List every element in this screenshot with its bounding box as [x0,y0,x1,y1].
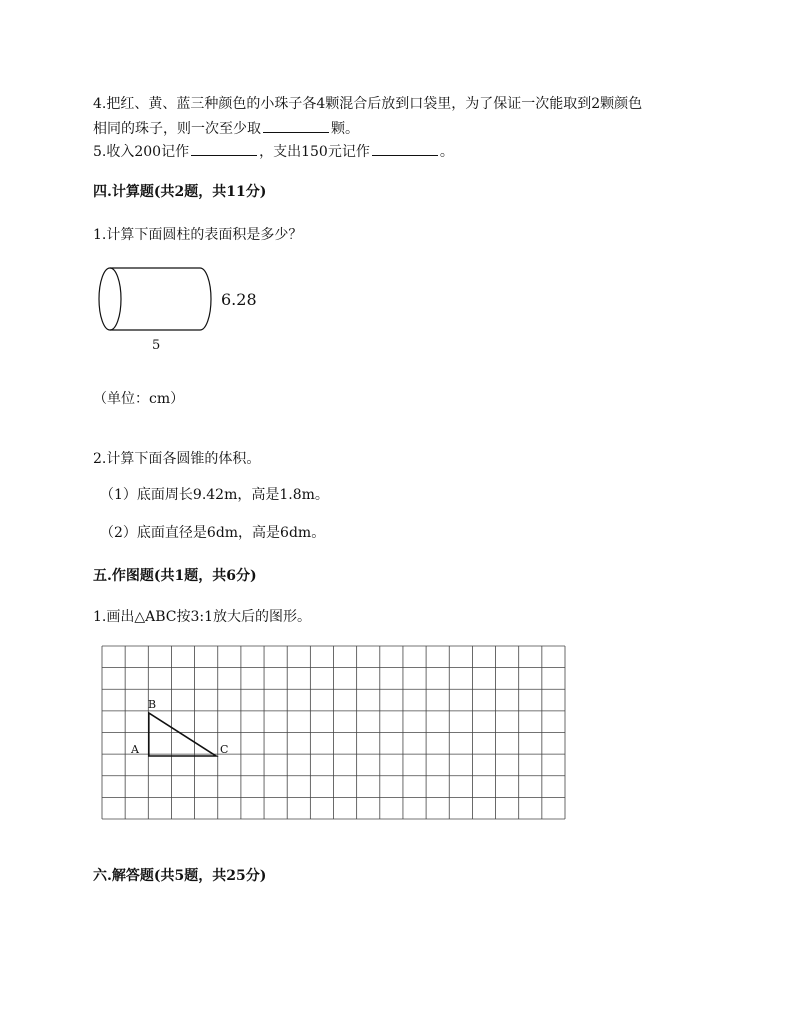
calc-question-2-part-2: （2）底面直径是6dm，高是6dm。 [100,525,326,541]
question-4-line-2 [93,118,359,138]
grid-drawing-area[interactable] [96,640,572,826]
vertex-label-c: C [220,743,229,756]
answer-blank[interactable] [372,141,438,156]
question-4-line-1: 4.把红、黄、蓝三种颜色的小珠子各4颗混合后放到口袋里，为了保证一次能取到2颗颜色 [93,96,643,112]
question-5-mid: ，支出150元记作 [259,144,370,160]
answer-blank[interactable] [263,118,329,133]
calc-question-2: 2.计算下面各圆锥的体积。 [93,451,261,467]
cylinder-length-label: 5 [152,338,161,353]
vertex-label-b: B [148,698,157,711]
vertex-label-a: A [131,743,139,756]
question-4-text: 相同的珠子，则一次至少取 [93,121,261,137]
calc-question-2-part-1: （1）底面周长9.42m，高是1.8m。 [100,487,329,503]
grid-lines [102,646,565,819]
answer-blank[interactable] [191,141,257,156]
triangle-abc [149,713,216,756]
section-4-heading: 四.计算题(共2题，共11分) [93,184,267,200]
cylinder-right-face [200,268,211,330]
question-5-text: 5.收入200记作 [93,144,190,160]
cylinder-height-label: 6.28 [221,290,257,309]
section-5-heading: 五.作图题(共1题，共6分) [93,568,257,584]
section-6-heading: 六.解答题(共5题，共25分) [93,868,267,884]
question-5 [93,141,454,161]
question-4-suffix: 颗。 [331,121,359,137]
drawing-question-1: 1.画出△ABC按3:1放大后的图形。 [93,609,312,625]
cylinder-diagram [90,260,270,356]
calc-question-1: 1.计算下面圆柱的表面积是多少？ [93,227,303,243]
question-5-suffix: 。 [439,144,454,160]
unit-note: （单位：cm） [93,391,185,407]
cylinder-left-face [99,268,121,330]
